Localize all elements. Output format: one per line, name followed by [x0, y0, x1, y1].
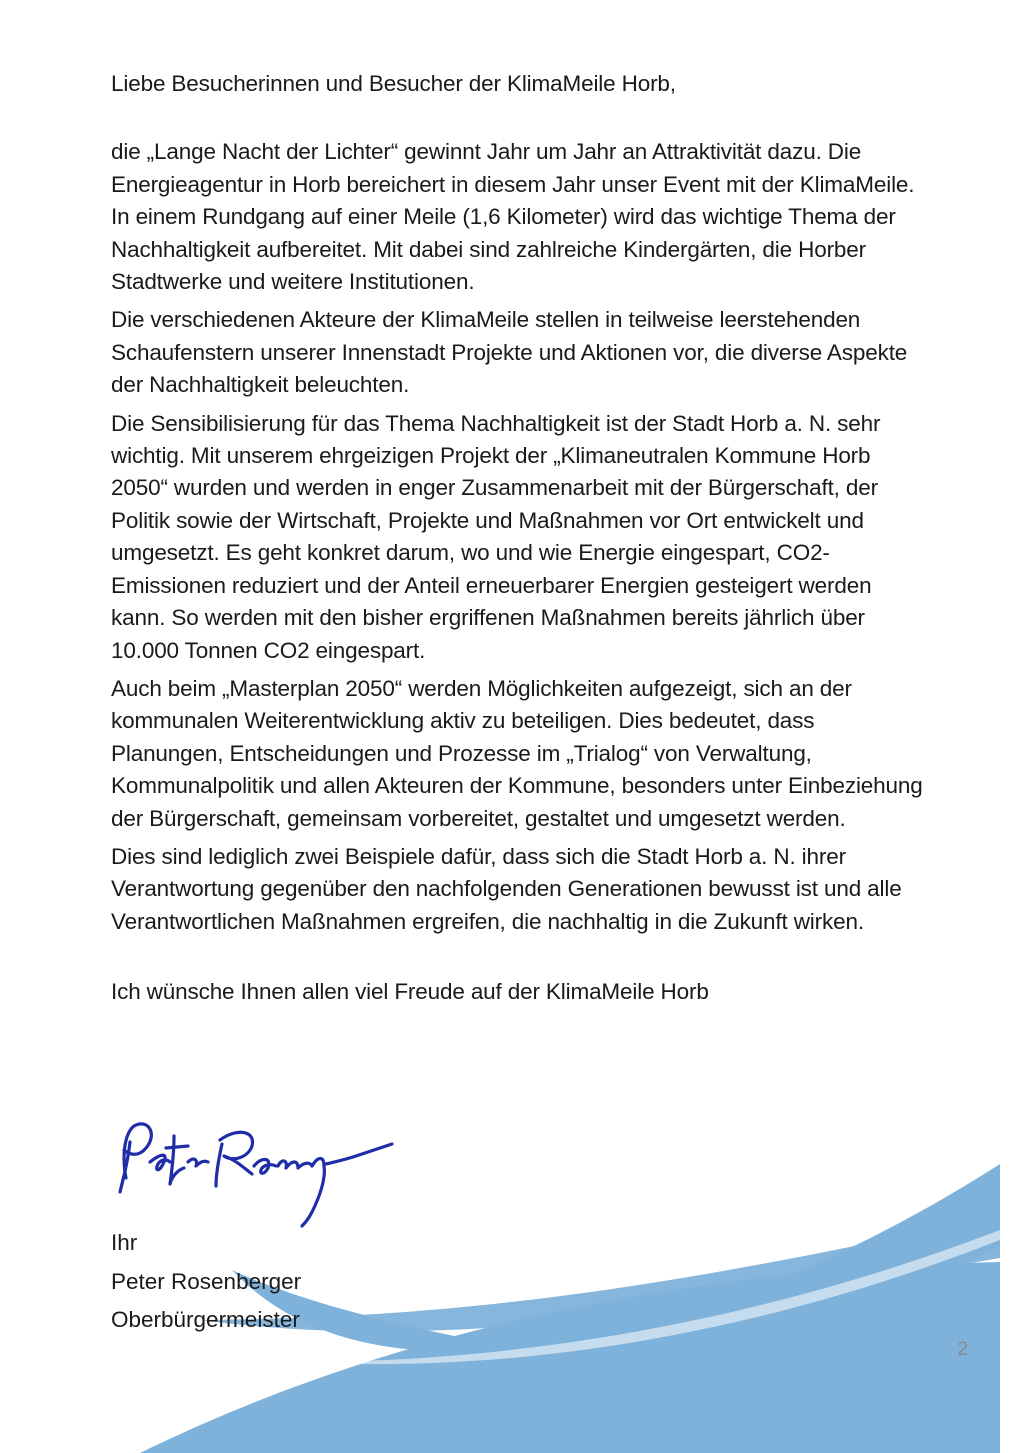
paragraph: Die Sensibilisierung für das Thema Nachhaltigkeit ist der Stadt Horb a. N. sehr wichtig. Mit unserem ehrgeizigen Projekt der „Klimaneutralen Kommune Horb 2050“ wurden und werden in enger Zusammenarbeit mit der Bürgerschaft, der Politik sowie der Wirtschaft, Projekte und Maßnahmen vor Ort entwickelt und umgesetzt. Es geht konkret darum, wo und wie Energie eingespart, CO2-Emissionen reduziert und der Anteil erneuerbarer Energien gesteigert werden kann. So werden mit den bisher ergriffenen Maßnahmen bereits jährlich über 10.000 Tonnen CO2 eingespart. — [111, 410, 881, 663]
paragraph: Dies sind lediglich zwei Beispiele dafür, dass sich die Stadt Horb a. N. ihrer Verantwortung gegenüber den nachfolgenden Generationen bewusst ist und alle Verantwortlichen Maßnahmen ergreifen, die nachhaltig in die Zukunft wirken. — [111, 843, 902, 934]
closing-line: Ich wünsche Ihnen allen viel Freude auf der KlimaMeile Horb — [111, 979, 709, 1005]
letter-body — [111, 68, 923, 1009]
paragraph: Die verschiedenen Akteure der KlimaMeile stellen in teilweise leerstehenden Schaufenstern unserer Innenstadt Projekte und Aktionen vor, die diverse Aspekte der Nachhaltigkeit beleuchten. — [111, 307, 908, 398]
signer-title: Oberbürgermeister — [111, 1307, 300, 1332]
paragraph: die „Lange Nacht der Lichter“ gewinnt Jahr um Jahr an Attraktivität dazu. Die Energieagentur in Horb bereichert in diesem Jahr unser Event mit der KlimaMeile. In einem Rundgang auf einer Meile (1,6 Kilometer) wird das wichtige Thema der Nachhaltigkeit aufbereitet. Mit dabei sind zahlreiche Kindergärten, die Horber Stadtwerke und weitere Institutionen. — [111, 139, 915, 295]
handwritten-signature — [112, 1112, 402, 1234]
salutation: Ihr — [111, 1230, 138, 1255]
signer-name: Peter Rosenberger — [111, 1268, 302, 1294]
paragraph: Auch beim „Masterplan 2050“ werden Möglichkeiten aufgezeigt, sich an der kommunalen Weiterentwicklung aktiv zu beteiligen. Dies bedeutet, dass Planungen, Entscheidungen und Prozesse im „Trialog“ von Verwaltung, Kommunalpolitik und allen Akteuren der Kommune, besonders unter Einbeziehung der Bürgerschaft, gemeinsam vorbereitet, gestaltet und umgesetzt werden. — [111, 675, 923, 831]
greeting: Liebe Besucherinnen und Besucher der KlimaMeile Horb, — [111, 71, 676, 96]
page-number: 2 — [957, 1339, 968, 1360]
signature-block — [111, 1224, 301, 1340]
